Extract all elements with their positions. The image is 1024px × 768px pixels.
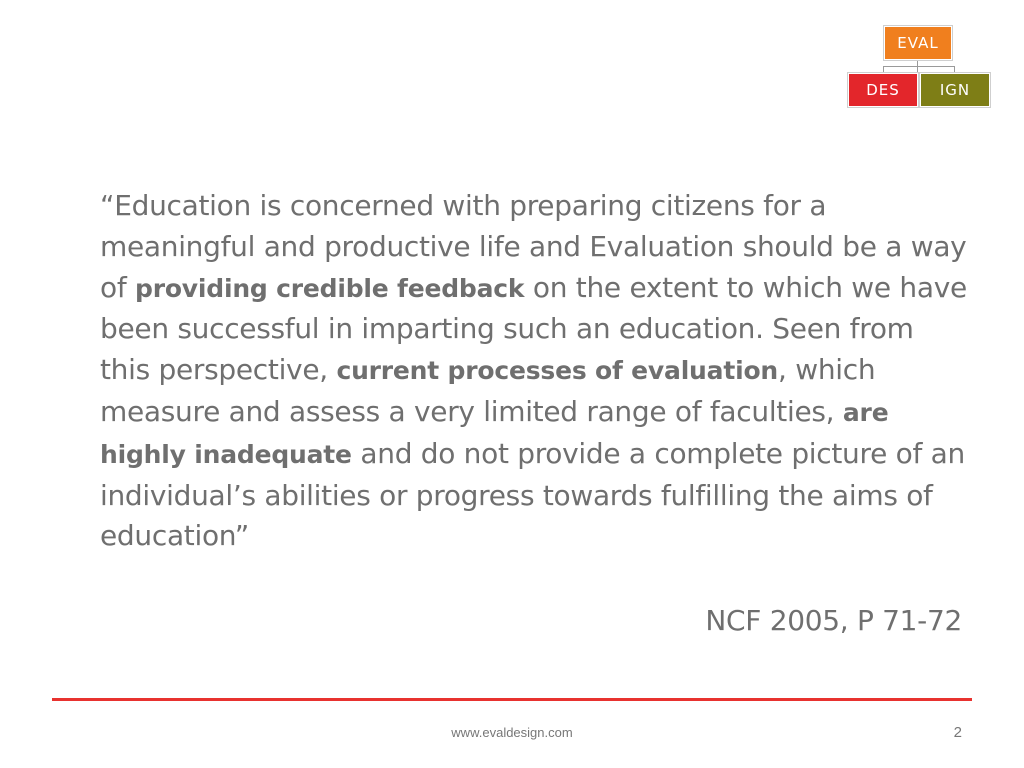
evaldesign-logo bbox=[848, 26, 990, 108]
quote-segment: and do not provide a complete picture of an individual’s abilities or progress towards fulfilling the aims of education” bbox=[100, 436, 965, 553]
quote-segment: on the extent to which we have been successful in imparting such an education. Seen from this perspective, bbox=[100, 270, 967, 387]
citation: NCF 2005, P 71-72 bbox=[705, 604, 962, 637]
quote-emphasis: are highly inadequate bbox=[100, 397, 889, 469]
quote-segment: , which measure and assess a very limited range of faculties, bbox=[100, 353, 876, 428]
logo-ign-box: IGN bbox=[920, 73, 990, 107]
quote-emphasis: providing credible feedback bbox=[135, 273, 525, 303]
quote-emphasis: current processes of evaluation bbox=[336, 356, 779, 386]
logo-connector bbox=[883, 66, 955, 67]
footer-url[interactable]: www.evaldesign.com bbox=[451, 725, 573, 740]
quote-segment: “Education is concerned with preparing citizens for a meaningful and productive life and Evaluation should be a way of bbox=[100, 189, 967, 304]
logo-des-box: DES bbox=[848, 73, 918, 107]
quote-text bbox=[100, 186, 970, 557]
logo-connector bbox=[954, 66, 955, 73]
footer-divider bbox=[52, 698, 972, 701]
logo-eval-box: EVAL bbox=[884, 26, 952, 60]
page-number: 2 bbox=[953, 724, 962, 741]
logo-connector bbox=[883, 66, 884, 73]
